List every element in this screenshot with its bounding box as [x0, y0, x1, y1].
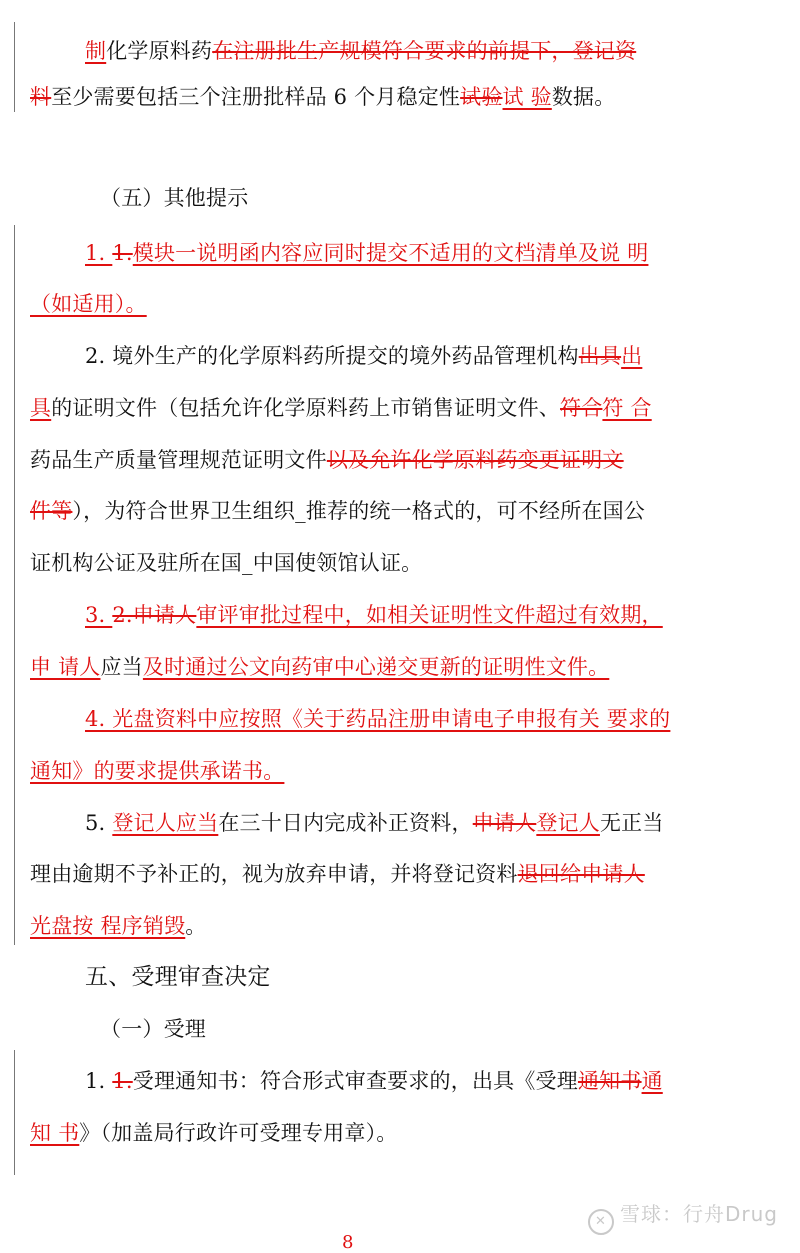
change-bar — [14, 225, 15, 945]
inserted-text: 审评审批过程中，如相关证明性文件超过有效期， — [196, 603, 663, 627]
text-run: 无正当 — [599, 811, 664, 835]
item-5-line — [30, 911, 730, 941]
item-2-line — [30, 496, 730, 526]
subsection-title-acceptance: （一）受理 — [100, 1017, 206, 1041]
item-3-line — [85, 600, 785, 630]
item-5-line — [30, 859, 730, 889]
deleted-text: 符合 — [560, 396, 603, 420]
text-run: 理由逾期不予补正的，视为放弃申请，并将登记资料 — [30, 862, 518, 886]
text-run: 化学原料药 — [106, 39, 213, 63]
deleted-text: 在注册批生产规模符合要求的前提下，登记资 — [212, 39, 637, 63]
text-run: 证机构公证及驻所在国_中国使领馆认证。 — [30, 551, 423, 575]
text-run: 应当 — [100, 655, 143, 679]
inserted-text: 及时通过公文向药审中心递交更新的证明性文件。 — [142, 655, 610, 679]
text-run: 在三十日内完成补正资料， — [218, 811, 473, 835]
deleted-text: 试验 — [460, 85, 503, 109]
accept-line — [85, 1066, 785, 1096]
section-title-acceptance-decision: 五、受理审查决定 — [85, 964, 271, 990]
inserted-text: 3. — [85, 603, 113, 627]
text-run: 数据。 — [551, 85, 616, 109]
deleted-text: 通知书 — [577, 1069, 642, 1093]
watermark — [588, 1198, 778, 1235]
inserted-text: （如适用）。 — [30, 292, 147, 316]
text-run: 1. — [85, 1069, 113, 1093]
item-2-line — [85, 341, 785, 371]
inserted-text: 制 — [85, 39, 107, 63]
item-3-line — [30, 652, 730, 682]
change-bar — [14, 22, 15, 112]
item-5-line — [85, 808, 785, 838]
text-run: 至少需要包括三个注册批样品 6 个月稳定性 — [51, 85, 461, 109]
text-run: 。 — [185, 914, 207, 938]
inserted-text: 登记人应当 — [112, 811, 219, 835]
text-run: 》（加盖局行政许可受理专用章）。 — [79, 1121, 398, 1145]
section-title-other-tips: （五）其他提示 — [100, 186, 249, 210]
item-1-line — [85, 238, 785, 268]
inserted-text: 模块一说明函内容应同时提交不适用的文档清单及说 明 — [132, 241, 649, 265]
text-run: 5. — [85, 811, 113, 835]
deleted-text: 出具 — [578, 344, 622, 368]
text-run: 药品生产质量管理规范证明文件 — [30, 448, 327, 472]
item-4-line — [30, 756, 730, 786]
snowball-logo-icon: ✕ — [588, 1209, 614, 1235]
item-2-line — [30, 445, 730, 475]
inserted-text: 登记人 — [536, 811, 600, 835]
deleted-text: 料 — [30, 85, 52, 109]
deleted-text: 退回给申请人 — [517, 862, 645, 886]
text-run: ），为符合世界卫生组织_推荐的统一格式的，可不经所在国公 — [72, 499, 646, 523]
text-run: 2. 境外生产的化学原料药所提交的境外药品管理机构 — [85, 344, 579, 368]
item-4-line — [85, 704, 785, 734]
inserted-text: 具 — [30, 396, 52, 420]
deleted-text: 件等 — [30, 499, 73, 523]
deleted-text: 申请人 — [472, 811, 537, 835]
text-run: 的证明文件（包括允许化学原料药上市销售证明文件、 — [51, 396, 561, 420]
deleted-text: 1. — [112, 241, 133, 265]
item-1-line — [30, 289, 730, 319]
inserted-text: 试 验 — [502, 85, 552, 109]
page-number: 8 — [342, 1232, 354, 1253]
inserted-text: 出 — [621, 344, 643, 368]
accept-line — [30, 1118, 730, 1148]
inserted-text: 1. — [85, 241, 113, 265]
inserted-text: 通知》的要求提供承诺书。 — [30, 759, 285, 783]
deleted-text: 以及允许化学原料药变更证明文 — [326, 448, 624, 472]
inserted-text: 申 请人 — [30, 655, 101, 679]
inserted-text: 知 书 — [30, 1121, 80, 1145]
inserted-text: 光盘按 程序销毁 — [30, 914, 186, 938]
change-bar — [14, 1050, 15, 1175]
watermark-text: 雪球：行舟Drug — [620, 1202, 778, 1226]
item-2-line — [30, 548, 730, 578]
inserted-text: 4. 光盘资料中应按照《关于药品注册申请电子申报有关 要求的 — [85, 707, 671, 731]
paragraph-line — [85, 36, 785, 66]
text-run: 受理通知书：符合形式审查要求的，出具《受理 — [132, 1069, 578, 1093]
deleted-text: 2.申请人 — [112, 603, 197, 627]
deleted-text: 1. — [112, 1069, 133, 1093]
item-2-line — [30, 393, 730, 423]
inserted-text: 符 合 — [602, 396, 652, 420]
paragraph-line — [30, 82, 730, 112]
inserted-text: 通 — [641, 1069, 663, 1093]
